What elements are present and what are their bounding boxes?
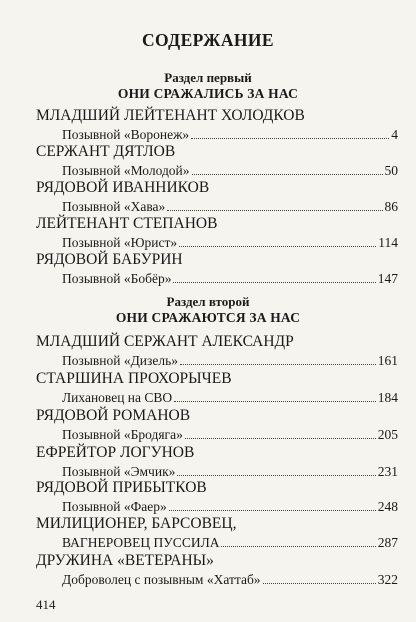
entry-heading: ДРУЖИНА «ВЕТЕРАНЫ» (36, 552, 214, 569)
toc-entry[interactable] (36, 551, 398, 589)
entry-subtitle: Позывной «Фаер» (62, 499, 167, 514)
entry-page-number: 86 (384, 199, 398, 214)
entry-heading: СЕРЖАНТ ДЯТЛОВ (36, 143, 176, 160)
toc-entry[interactable] (36, 406, 398, 444)
entry-page-number: 161 (377, 353, 398, 368)
entry-subtitle: Доброволец с позывным «Хаттаб» (62, 572, 261, 587)
leader-dots (177, 475, 375, 476)
entry-heading: ЕФРЕЙТОР ЛОГУНОВ (36, 444, 195, 461)
section-2-title: ОНИ СРАЖАЮТСЯ ЗА НАС (115, 310, 301, 325)
toc-entry[interactable] (36, 106, 398, 144)
entry-subtitle: Позывной «Эмчик» (62, 464, 176, 479)
entry-page-number: 322 (377, 572, 398, 587)
toc-entry[interactable] (36, 214, 398, 252)
leader-dots (169, 510, 376, 511)
entry-heading: СТАРШИНА ПРОХОРЫЧЕВ (36, 370, 232, 387)
entry-heading: МЛАДШИЙ СЕРЖАНТ АЛЕКСАНДР (36, 333, 294, 350)
toc-entry[interactable] (36, 478, 398, 516)
toc-entry[interactable] (36, 369, 398, 407)
leader-dots (174, 401, 376, 402)
leader-dots (263, 583, 376, 584)
toc-entry[interactable] (36, 332, 398, 370)
entry-subtitle: ВАГНЕРОВЕЦ ПУССИЛА (62, 535, 220, 550)
leader-dots (221, 546, 375, 547)
entry-heading: РЯДОВОЙ ПРИБЫТКОВ (36, 479, 207, 496)
entry-subtitle: Позывной «Юрист» (62, 235, 178, 250)
leader-dots (179, 246, 376, 247)
leader-dots (191, 138, 389, 139)
entry-page-number: 248 (377, 499, 398, 514)
leader-dots (180, 364, 376, 365)
section-1-title: ОНИ СРАЖАЛИСЬ ЗА НАС (117, 86, 299, 101)
entry-subtitle: Позывной «Дизель» (62, 353, 179, 368)
leader-dots (185, 438, 376, 439)
entry-heading: РЯДОВОЙ ИВАННИКОВ (36, 179, 210, 196)
entry-subtitle: Лихановец на СВО (62, 390, 173, 405)
entry-heading: РЯДОВОЙ БАБУРИН (36, 251, 183, 268)
entry-page-number: 4 (391, 127, 398, 142)
entry-subtitle: Позывной «Молодой» (62, 163, 190, 178)
leader-dots (167, 210, 382, 211)
entry-page-number: 114 (378, 235, 398, 250)
entry-subtitle: Позывной «Воронеж» (62, 127, 190, 142)
section-1-label: Раздел первый (164, 70, 252, 85)
toc-entry[interactable] (36, 178, 398, 216)
entry-subtitle: Позывной «Бродяга» (62, 427, 183, 442)
entry-heading: МЛАДШИЙ ЛЕЙТЕНАНТ ХОЛОДКОВ (36, 107, 305, 124)
toc-entry[interactable] (36, 514, 398, 552)
page-number: 414 (36, 597, 56, 612)
entry-page-number: 50 (384, 163, 398, 178)
entry-page-number: 205 (377, 427, 398, 442)
entry-heading: РЯДОВОЙ РОМАНОВ (36, 407, 191, 424)
leader-dots (192, 174, 383, 175)
entry-heading: МИЛИЦИОНЕР, БАРСОВЕЦ, (36, 515, 237, 532)
entry-page-number: 287 (377, 535, 398, 550)
leader-dots (173, 282, 375, 283)
toc-entry[interactable] (36, 443, 398, 481)
page-title: СОДЕРЖАНИЕ (141, 30, 274, 50)
entry-page-number: 184 (377, 390, 398, 405)
toc-entry[interactable] (36, 250, 398, 288)
entry-page-number: 147 (377, 271, 398, 286)
section-2-label: Раздел второй (166, 294, 250, 309)
entry-subtitle: Позывной «Хава» (62, 199, 166, 214)
toc-entry[interactable] (36, 142, 398, 180)
entry-page-number: 231 (377, 464, 398, 479)
entry-heading: ЛЕЙТЕНАНТ СТЕПАНОВ (36, 215, 218, 232)
entry-subtitle: Позывной «Бобёр» (62, 271, 172, 286)
